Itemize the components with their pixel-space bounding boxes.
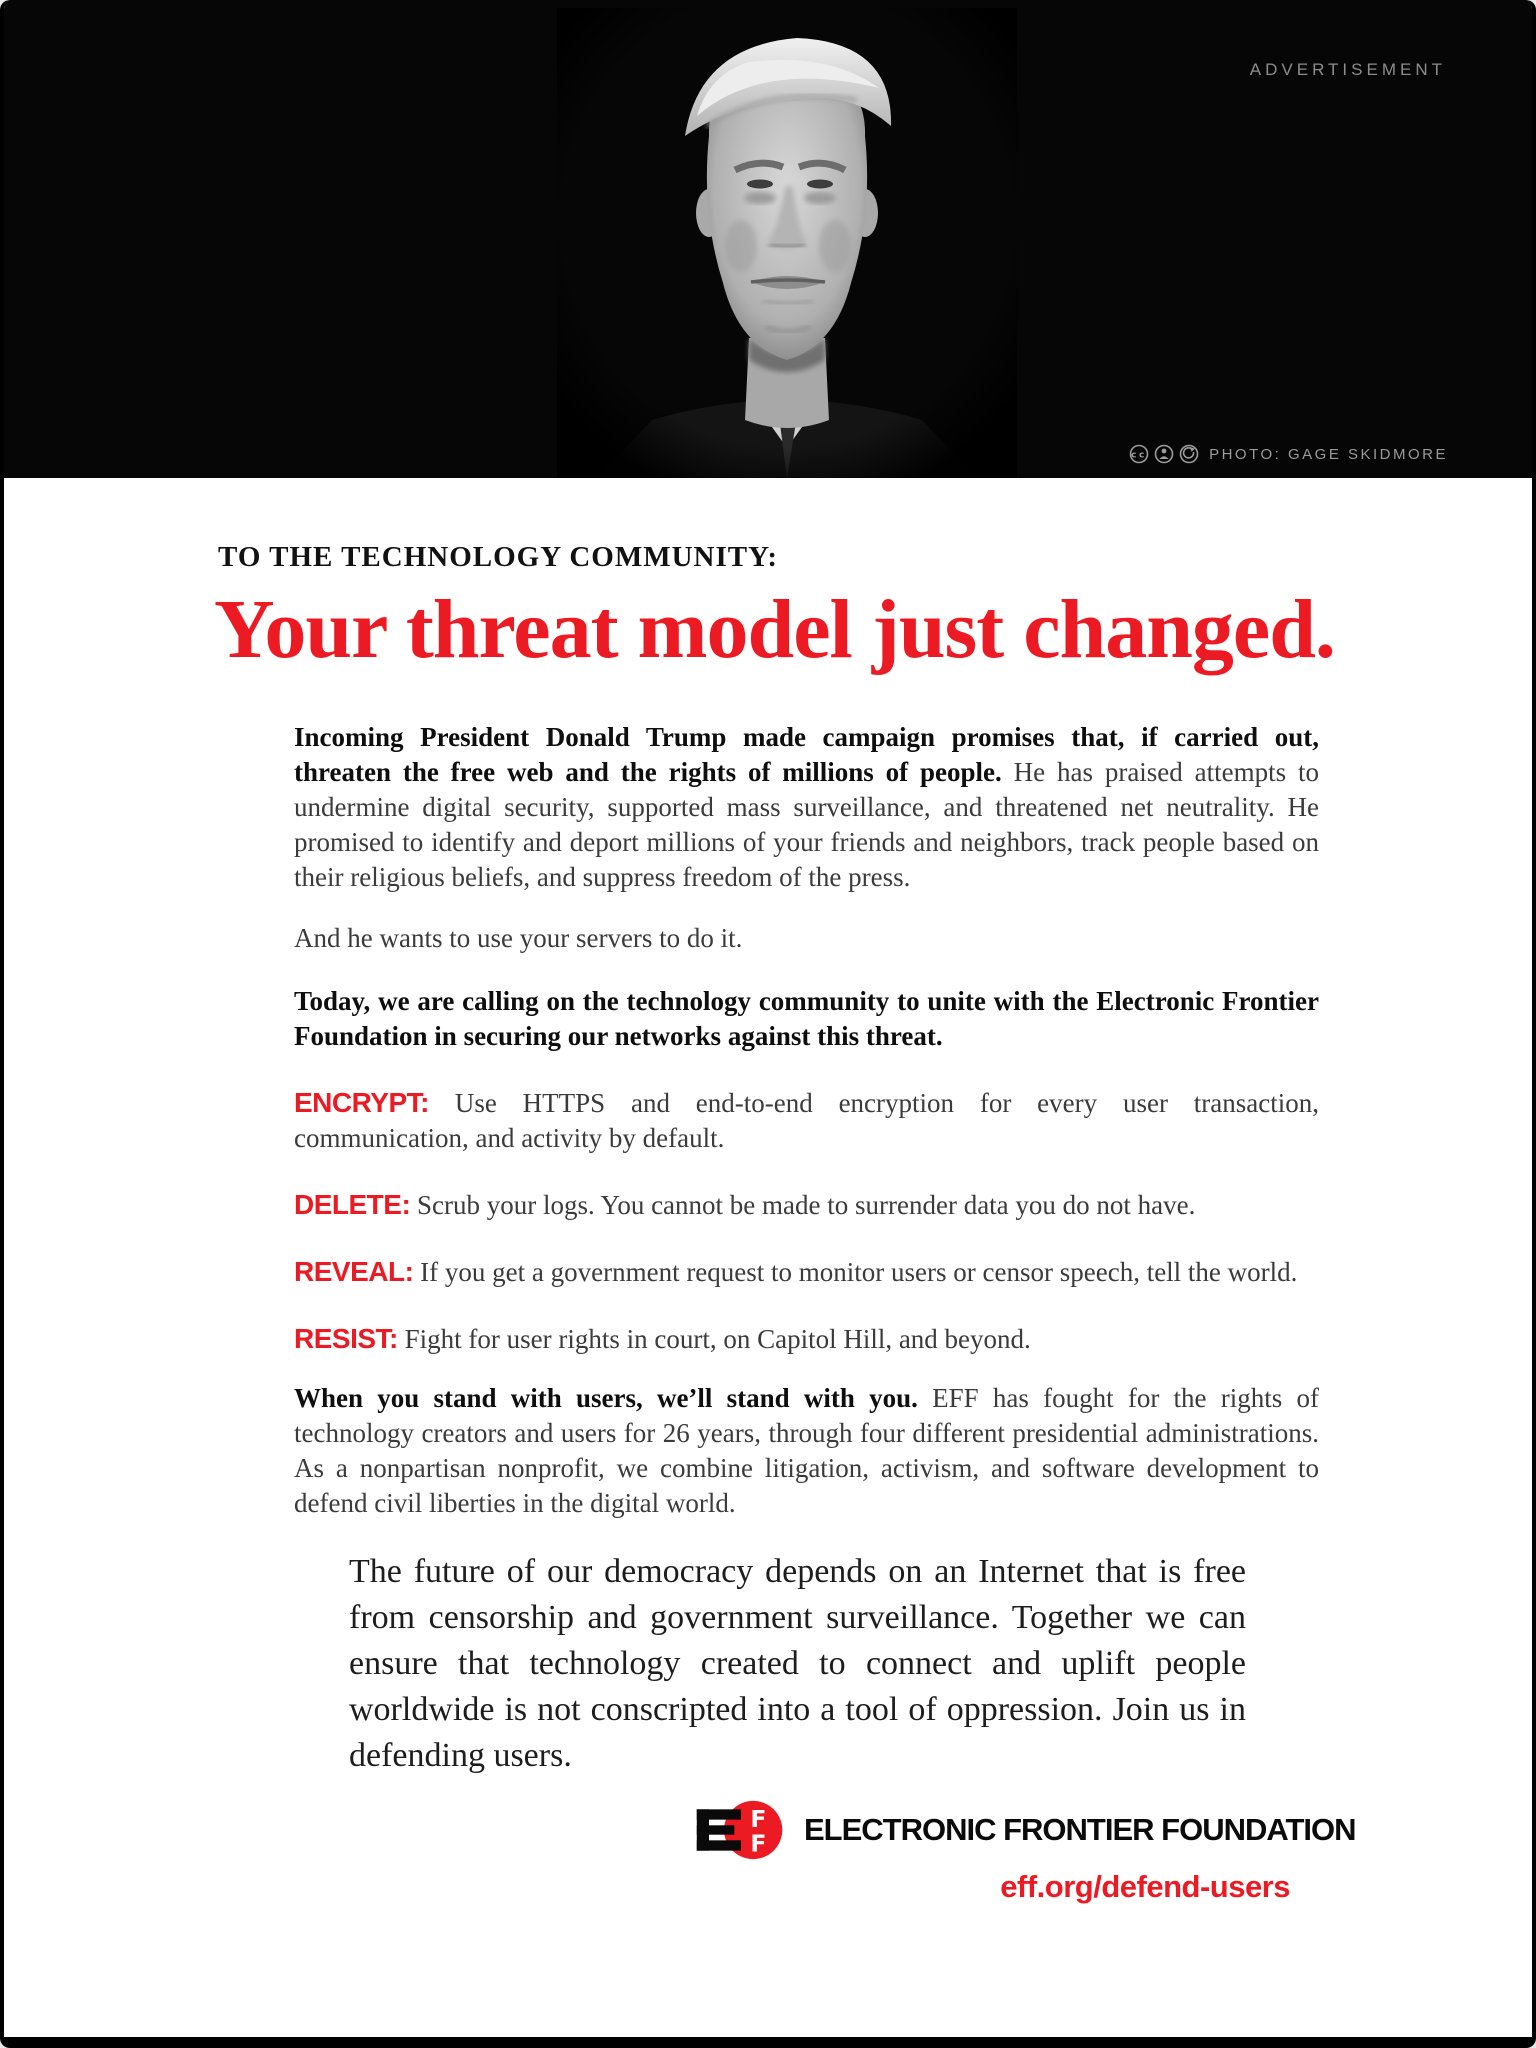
- encrypt-text: Use HTTPS and end-to-end encryption for every user transaction, communication, and activity by default.: [294, 1088, 1319, 1154]
- resist-label: RESIST:: [294, 1323, 398, 1355]
- reveal-text: If you get a government request to monitor users or censor speech, tell the world.: [413, 1257, 1298, 1288]
- call-to-action-paragraph: Today, we are calling on the technology community to unite with the Electronic Frontier Foundation in securing our networks against this threat.: [294, 986, 1319, 1052]
- org-wordmark: ELECTRONIC FRONTIER FOUNDATION: [804, 1812, 1356, 1848]
- intro-rest: He has praised attempts to undermine digital security, supported mass surveillance, and threatened net neutrality. He promised to identify and deport millions of your friends and neighbors, track people based on their religious beliefs, and suppress freedom of the press.: [294, 757, 1319, 893]
- stand-with-users-paragraph: [294, 1381, 1319, 1521]
- resist-text: Fight for user rights in court, on Capitol Hill, and beyond.: [397, 1324, 1031, 1355]
- photo-credit: [1128, 443, 1448, 465]
- delete-label: DELETE:: [294, 1189, 411, 1221]
- kicker: TO THE TECHNOLOGY COMMUNITY:: [218, 541, 779, 573]
- action-delete: [294, 1187, 1319, 1223]
- svg-text:cc: cc: [1131, 450, 1147, 461]
- servers-paragraph: And he wants to use your servers to do it.: [294, 923, 743, 954]
- intro-lead-bold: Incoming President Donald Trump made campaign promises that, if carried out, threaten the free web and the rights of millions of people.: [294, 722, 1319, 788]
- eff-url-link[interactable]: eff.org/defend-users: [1000, 1869, 1290, 1905]
- closing-paragraph: The future of our democracy depends on an Internet that is free from censorship and government surveillance. Together we can ensure that technology created to connect and uplift people worldwide is not conscripted into a tool of oppression. Join us in defending users.: [349, 1553, 1246, 1775]
- photo-credit-text: PHOTO: GAGE SKIDMORE: [1209, 445, 1448, 463]
- eff-logo: [692, 1799, 788, 1861]
- footer: [692, 1799, 1356, 1905]
- intro-paragraph: [294, 720, 1319, 895]
- trump-portrait-photo: [552, 8, 1022, 478]
- headline: Your threat model just changed.: [214, 583, 1335, 676]
- action-resist: [294, 1321, 1319, 1357]
- logo-row: [692, 1799, 1356, 1861]
- photo-band: [4, 0, 1532, 478]
- action-encrypt: [294, 1085, 1319, 1156]
- cc-license-icons: [1128, 443, 1200, 465]
- advertisement-label: ADVERTISEMENT: [1249, 60, 1446, 79]
- url-row: [692, 1869, 1292, 1905]
- encrypt-label: ENCRYPT:: [294, 1087, 429, 1119]
- logo-f-bottom: F: [750, 1829, 767, 1858]
- logo-f-top: F: [750, 1805, 767, 1834]
- delete-text: Scrub your logs. You cannot be made to surrender data you do not have.: [410, 1190, 1196, 1221]
- ad-body: [4, 478, 1532, 1905]
- action-reveal: [294, 1254, 1319, 1290]
- reveal-label: REVEAL:: [294, 1256, 414, 1288]
- stand-lead-bold: When you stand with users, we’ll stand with you.: [294, 1383, 918, 1414]
- stand-rest: EFF has fought for the rights of technology creators and users for 26 years, through four different presidential administrations. As a nonpartisan nonprofit, we combine litigation, activism, and software development to defend civil liberties in the digital world.: [294, 1383, 1319, 1519]
